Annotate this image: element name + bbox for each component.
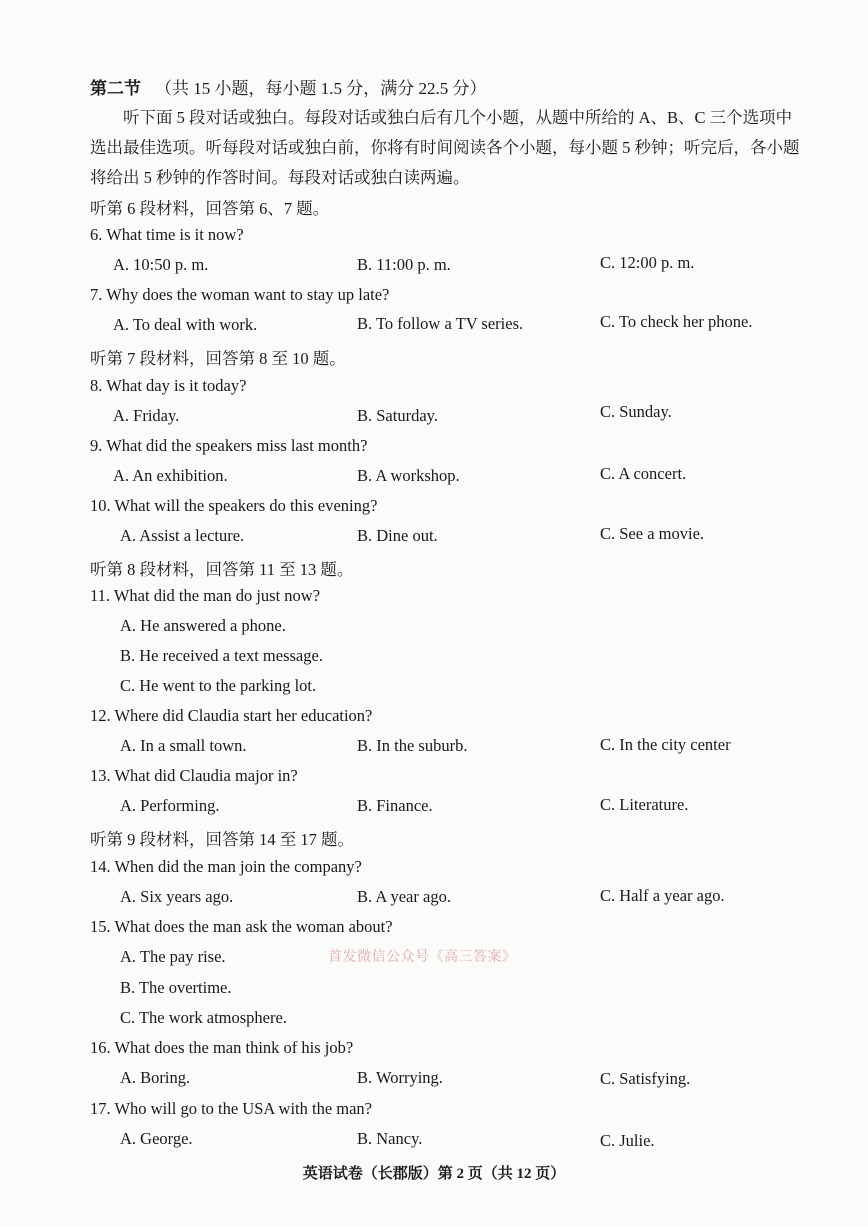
option-a: A. 10:50 p. m. — [113, 255, 209, 274]
option-b: B. He received a text message. — [120, 646, 323, 665]
question-stem: 11. What did the man do just now? — [90, 586, 321, 605]
question-stem: 6. What time is it now? — [90, 225, 244, 244]
instruction-line-2: 选出最佳选项。听每段对话或独白前，你将有时间阅读各个小题，每小题 5 秒钟；听完后，各小题 — [90, 138, 800, 157]
option-c: C. Satisfying. — [600, 1069, 691, 1088]
option-c: C. See a movie. — [600, 524, 705, 543]
group-label: 听第 7 段材料，回答第 8 至 10 题。 — [90, 349, 346, 368]
option-b: B. Nancy. — [357, 1129, 423, 1148]
page-footer: 英语试卷（长郡版）第 2 页（共 12 页） — [302, 1166, 566, 1182]
question-stem: 9. What did the speakers miss last month? — [90, 436, 368, 455]
option-b: B. A year ago. — [357, 887, 451, 906]
option-c: C. The work atmosphere. — [120, 1008, 287, 1027]
option-a: A. George. — [120, 1129, 193, 1148]
question-stem: 14. When did the man join the company? — [90, 857, 362, 876]
option-b: B. Saturday. — [357, 406, 438, 425]
section-note: （共 15 小题，每小题 1.5 分，满分 22.5 分） — [155, 79, 487, 98]
option-a: A. Performing. — [120, 796, 220, 815]
option-b: B. Worrying. — [357, 1068, 443, 1087]
option-a: A. An exhibition. — [113, 466, 228, 485]
instruction-line-3: 将给出 5 秒钟的作答时间。每段对话或独白读两遍。 — [90, 168, 470, 187]
option-c: C. To check her phone. — [600, 312, 753, 331]
option-a: A. Assist a lecture. — [120, 526, 245, 545]
question-stem: 8. What day is it today? — [90, 376, 247, 395]
option-b: B. 11:00 p. m. — [357, 255, 451, 274]
question-stem: 13. What did Claudia major in? — [90, 766, 298, 785]
question-stem: 12. Where did Claudia start her education? — [90, 706, 373, 725]
option-c: C. 12:00 p. m. — [600, 253, 695, 272]
option-c: C. He went to the parking lot. — [120, 676, 317, 695]
section-heading — [90, 74, 487, 99]
option-c: C. In the city center — [600, 735, 731, 754]
option-a: A. In a small town. — [120, 736, 247, 755]
group-label: 听第 9 段材料，回答第 14 至 17 题。 — [90, 830, 354, 849]
question-stem: 7. Why does the woman want to stay up late? — [90, 285, 390, 304]
option-b: B. The overtime. — [120, 978, 232, 997]
instruction-line-1: 听下面 5 段对话或独白。每段对话或独白后有几个小题，从题中所给的 A、B、C 三个选项中 — [123, 108, 793, 127]
option-c: C. Sunday. — [600, 402, 672, 421]
option-b: B. In the suburb. — [357, 736, 468, 755]
option-b: B. A workshop. — [357, 466, 460, 485]
question-stem: 17. Who will go to the USA with the man? — [90, 1099, 373, 1118]
question-stem: 16. What does the man think of his job? — [90, 1038, 354, 1057]
option-a: A. The pay rise. — [120, 947, 226, 966]
group-label: 听第 6 段材料，回答第 6、7 题。 — [90, 199, 330, 218]
option-a: A. Boring. — [120, 1068, 191, 1087]
option-c: C. Julie. — [600, 1131, 655, 1150]
section-title: 第二节 — [90, 79, 141, 98]
group-label: 听第 8 段材料，回答第 11 至 13 题。 — [90, 560, 354, 579]
question-stem: 15. What does the man ask the woman about? — [90, 917, 393, 936]
question-stem: 10. What will the speakers do this evening? — [90, 496, 378, 515]
option-b: B. Finance. — [357, 796, 433, 815]
option-b: B. To follow a TV series. — [357, 314, 524, 333]
option-c: C. Literature. — [600, 795, 689, 814]
option-b: B. Dine out. — [357, 526, 438, 545]
option-a: A. Six years ago. — [120, 887, 234, 906]
option-a: A. To deal with work. — [113, 315, 258, 334]
option-c: C. Half a year ago. — [600, 886, 725, 905]
option-a: A. He answered a phone. — [120, 616, 286, 635]
option-c: C. A concert. — [600, 464, 687, 483]
option-a: A. Friday. — [113, 406, 180, 425]
watermark: 首发微信公众号《高三答案》 — [328, 949, 517, 965]
